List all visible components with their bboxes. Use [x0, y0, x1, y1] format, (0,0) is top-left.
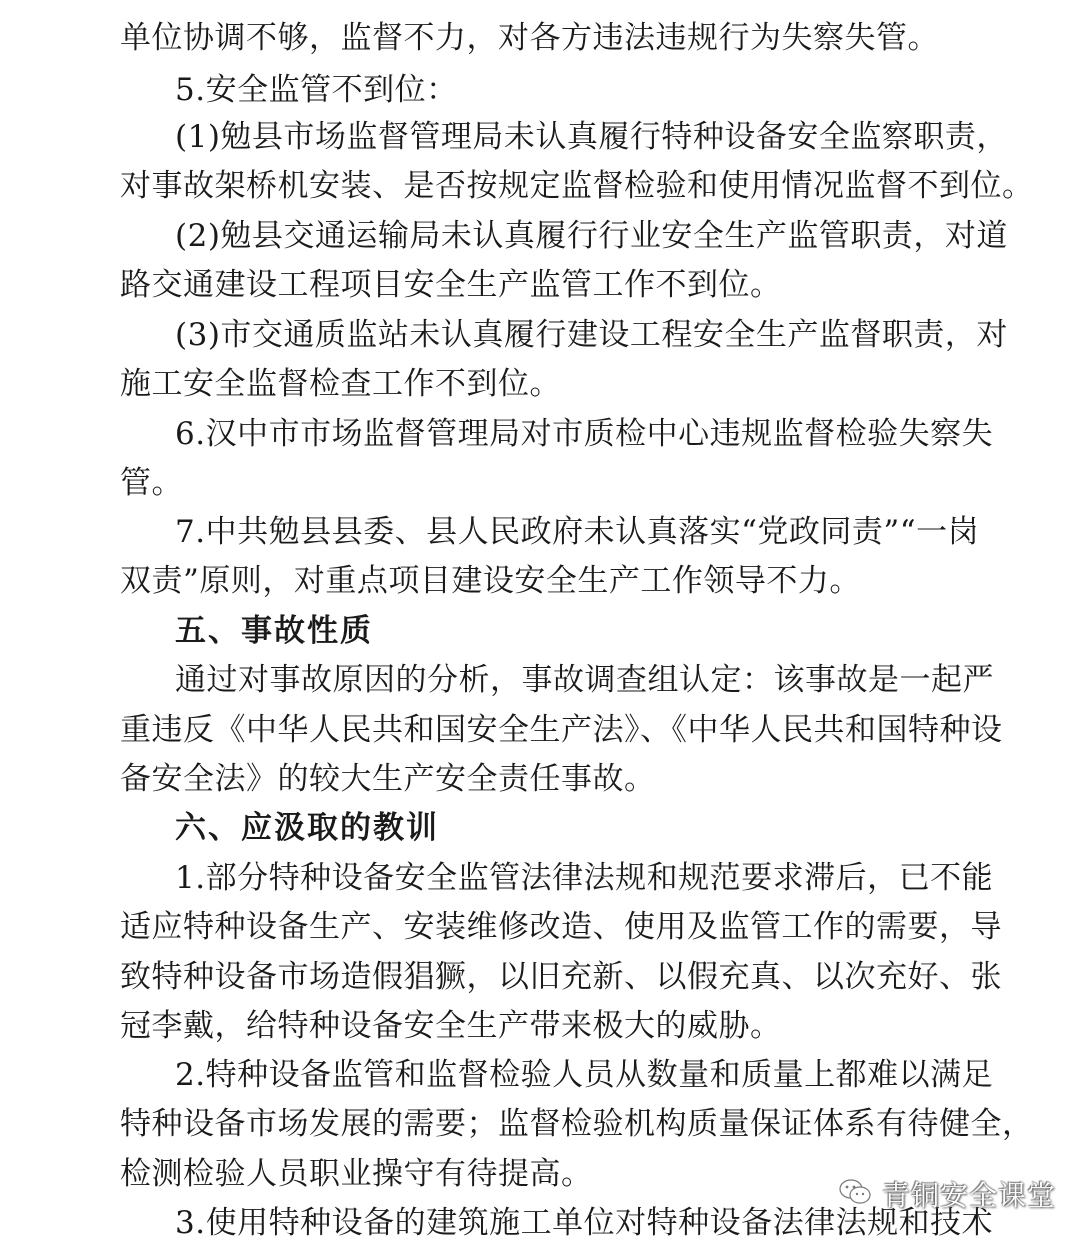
text-line: 2.特种设备监管和监督检验人员从数量和质量上都难以满足: [175, 1057, 994, 1093]
text-line: 单位协调不够，监督不力，对各方违法违规行为失察失管。: [120, 20, 939, 56]
text-line: (1)勉县市场监督管理局未认真履行特种设备安全监察职责，: [175, 119, 1008, 155]
text-line: 冠李戴，给特种设备安全生产带来极大的威胁。: [120, 1008, 782, 1044]
text-line: 备安全法》的较大生产安全责任事故。: [120, 761, 656, 797]
text-line: 5.安全监管不到位：: [175, 72, 458, 108]
text-line: 重违反《中华人民共和国安全生产法》、《中华人民共和国特种设: [120, 712, 1003, 748]
text-line: 7.中共勉县县委、县人民政府未认真落实“党政同责”“一岗: [175, 514, 980, 550]
section-heading: 五、事故性质: [175, 613, 373, 649]
text-line: 特种设备市场发展的需要；监督检验机构质量保证体系有待健全，: [120, 1106, 1034, 1142]
text-line: 适应特种设备生产、安装维修改造、使用及监管工作的需要，导: [120, 909, 1002, 945]
text-line: 检测检验人员职业操守有待提高。: [120, 1156, 593, 1192]
text-line: (2)勉县交通运输局未认真履行行业安全生产监管职责，对道: [175, 218, 1008, 254]
watermark: [838, 1166, 1056, 1222]
text-line: 管。: [120, 465, 183, 501]
wechat-icon: [838, 1177, 872, 1211]
text-line: 6.汉中市市场监督管理局对市质检中心违规监督检验失察失: [175, 416, 994, 452]
text-line: 路交通建设工程项目安全生产监管工作不到位。: [120, 267, 782, 303]
text-line: 致特种设备市场造假猖獗，以旧充新、以假充真、以次充好、张: [120, 959, 1002, 995]
text-line: 施工安全监督检查工作不到位。: [120, 366, 561, 402]
section-heading: 六、应汲取的教训: [175, 810, 439, 846]
text-line: 1.部分特种设备安全监管法律法规和规范要求滞后，已不能: [175, 860, 994, 896]
text-line: 3.使用特种设备的建筑施工单位对特种设备法律法规和技术: [175, 1205, 994, 1241]
text-line: 通过对事故原因的分析，事故调查组认定：该事故是一起严: [175, 662, 994, 698]
text-line: 双责”原则，对重点项目建设安全生产工作领导不力。: [120, 563, 861, 599]
text-line: (3)市交通质监站未认真履行建设工程安全生产监督职责，对: [175, 317, 1008, 353]
text-line: 对事故架桥机安装、是否按规定监督检验和使用情况监督不到位。: [120, 168, 1034, 204]
watermark-text: 青铜安全课堂: [882, 1179, 1057, 1212]
